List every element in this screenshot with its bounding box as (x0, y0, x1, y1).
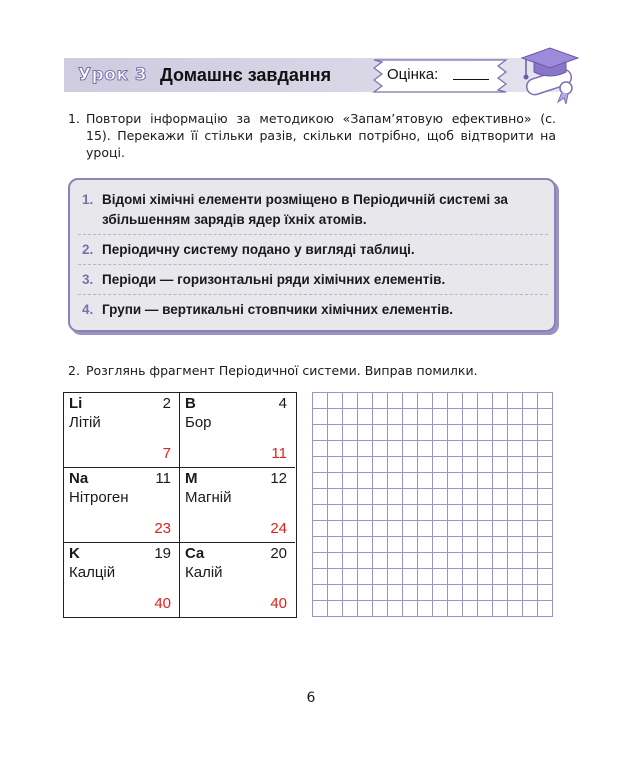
info-item-text: Періодичну систему подано у вигляді таблиці. (102, 242, 415, 257)
element-cell (180, 393, 295, 468)
info-item-3 (82, 270, 542, 290)
element-name: Літій (69, 414, 101, 431)
element-cell (64, 468, 180, 543)
page-number: 6 (306, 690, 316, 706)
element-mass: 40 (270, 595, 287, 612)
element-number: 11 (155, 470, 171, 487)
element-cell (64, 393, 180, 468)
element-name: Бор (185, 414, 212, 431)
task-text: Повтори інформацію за методикою «Запам’ятовую ефективно» (с. 15). Перекажи її стільки разів, скільки потрібно, щоб відтворити на уроці. (86, 111, 556, 160)
element-number: 20 (270, 545, 287, 562)
lesson-label: Урок 3 (78, 65, 148, 85)
task-number: 1. (68, 111, 80, 126)
element-symbol: K (69, 545, 80, 562)
element-number: 2 (162, 395, 171, 412)
element-symbol: M (185, 470, 198, 487)
element-name: Магній (185, 489, 232, 506)
info-item-text: Періоди — горизонтальні ряди хімічних елементів. (102, 272, 446, 287)
element-number: 19 (154, 545, 171, 562)
task-2 (68, 362, 556, 379)
graduation-cap-icon (516, 44, 580, 104)
info-item-1 (82, 190, 542, 230)
info-item-number: 4. (82, 302, 94, 317)
info-item-number: 2. (82, 242, 94, 257)
page-title: Домашнє завдання (160, 65, 332, 85)
element-mass: 24 (270, 520, 287, 537)
info-item-number: 3. (82, 272, 94, 287)
info-divider (78, 294, 548, 295)
element-number: 12 (270, 470, 287, 487)
element-number: 4 (278, 395, 287, 412)
info-divider (78, 234, 548, 235)
element-name: Калцій (69, 564, 116, 581)
element-symbol: Ca (185, 545, 205, 562)
element-symbol: Na (69, 470, 89, 487)
info-item-number: 1. (82, 192, 94, 207)
element-mass: 7 (162, 445, 171, 462)
task-1 (68, 110, 556, 161)
element-name: Нітроген (69, 489, 129, 506)
element-cell (64, 543, 180, 617)
element-cell (180, 543, 295, 617)
task-text: Розглянь фрагмент Періодичної системи. Виправ помилки. (86, 363, 478, 378)
info-divider (78, 264, 548, 265)
element-mass: 40 (154, 595, 171, 612)
info-item-4 (82, 300, 542, 320)
element-mass: 23 (154, 520, 171, 537)
element-symbol: B (185, 395, 196, 412)
element-name: Калій (185, 564, 223, 581)
info-box (68, 178, 556, 332)
grade-blank-line (453, 79, 489, 80)
info-item-text: Групи — вертикальні стовпчики хімічних елементів. (102, 302, 453, 317)
info-item-2 (82, 240, 542, 260)
grade-label: Оцінка: (387, 66, 439, 83)
element-cell (180, 468, 295, 543)
element-mass: 11 (271, 445, 287, 462)
info-item-text: Відомі хімічні елементи розміщено в Періодичній системі за збільшенням зарядів ядер їхніх атомів. (102, 192, 508, 227)
task-number: 2. (68, 363, 80, 378)
element-symbol: Li (69, 395, 83, 412)
answer-grid[interactable] (312, 392, 553, 617)
periodic-table-fragment (63, 392, 297, 618)
